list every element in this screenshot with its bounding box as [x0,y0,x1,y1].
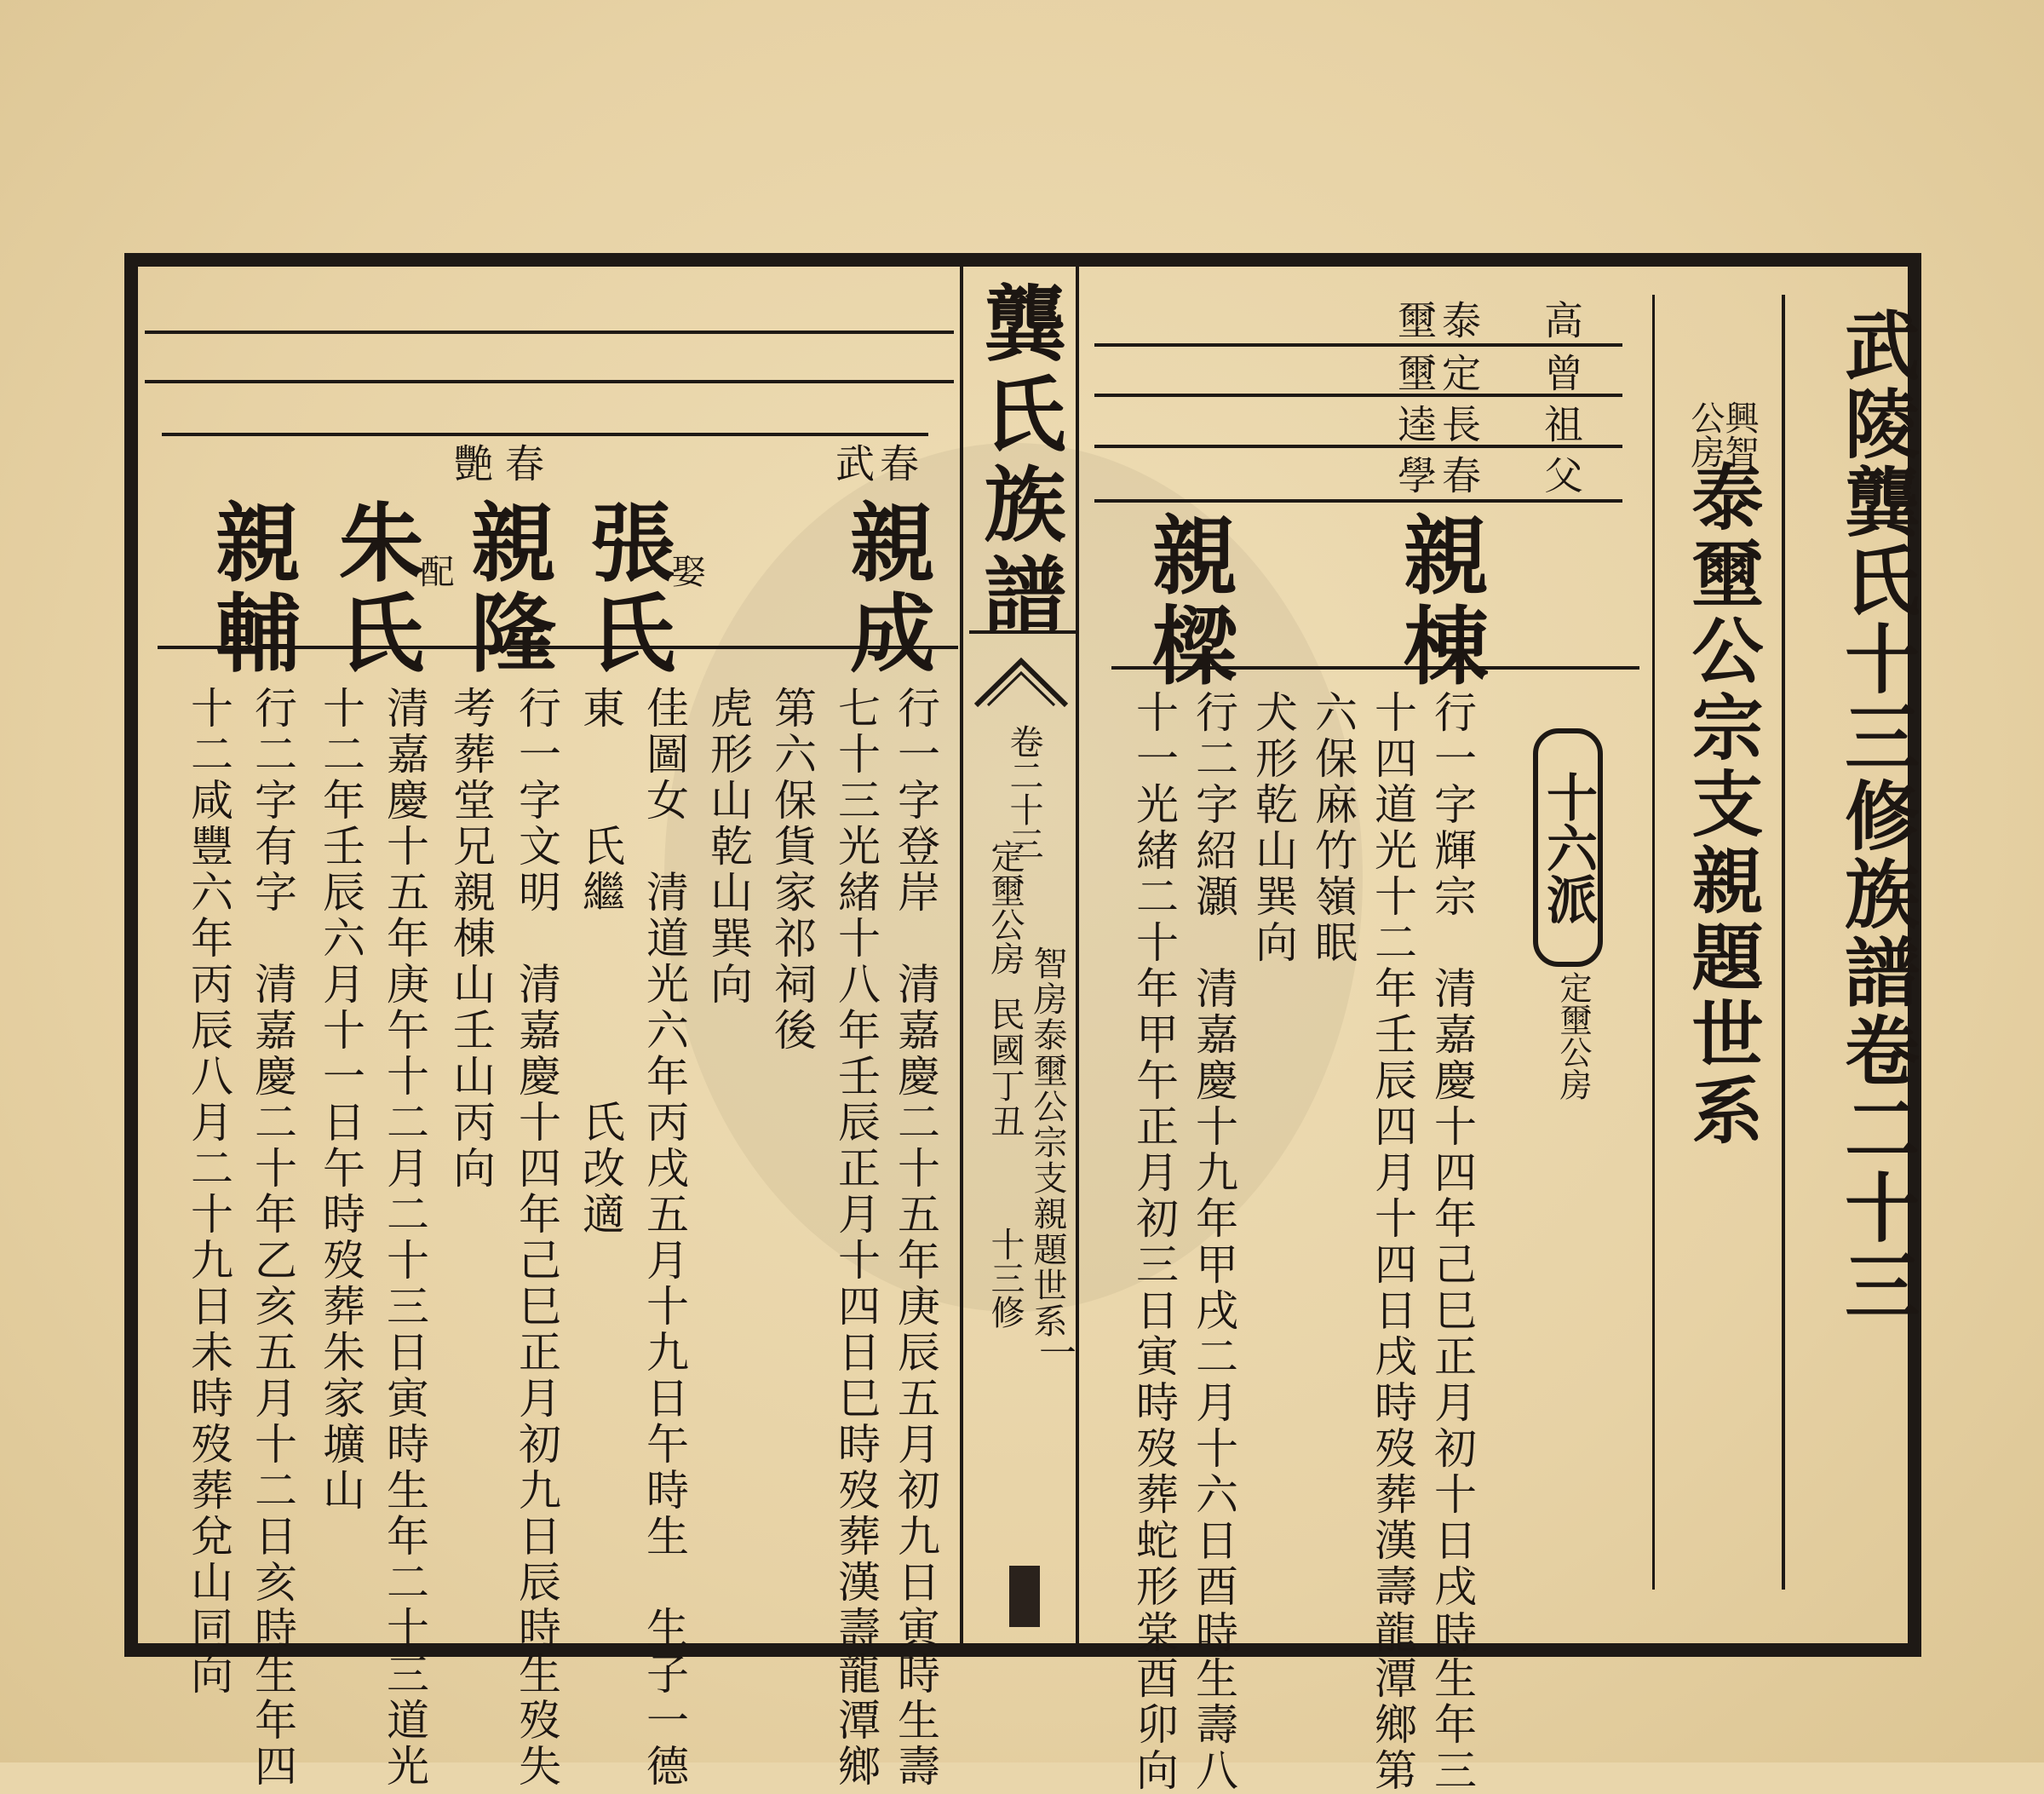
fishtail-mark [974,656,1068,707]
person-name: 親隆 [456,498,557,679]
person-record-line: 行二字紹灝 清嘉慶十九年甲戌二月十六日酉時生壽八 [1189,690,1238,1794]
person-name: 親輔 [201,498,301,679]
ancestor-cell: 定 [1436,353,1482,392]
person-record-line: 考葬堂兄親棟山壬山丙向 [446,686,496,1192]
spine-title: 龔氏族譜 [971,281,1067,642]
ancestor-cell: 學 [1392,455,1438,494]
person-name: 親成 [835,498,936,679]
ancestor-cell: 泰 [1436,300,1482,339]
ancestor-rule-2 [1094,394,1622,397]
person-record-line: 東 氏繼 氏改適 [576,686,625,1238]
ancestor-label: 祖 [1538,404,1584,443]
ancestor-cell: 長 [1436,404,1482,443]
ancestor-cell: 壐 [1392,353,1438,392]
person-name: 朱氏 [324,498,425,679]
marriage-marker: 娶 [666,554,705,588]
left-header-cell: 艷 [448,443,494,482]
ancestor-cell: 逵 [1392,404,1438,443]
generation-badge: 十六派 [1533,728,1603,967]
branch-note-a: 興智 [1720,400,1759,469]
spine-page-number: 一 [1032,1333,1076,1371]
person-record-line: 六保麻竹嶺眠 [1308,690,1358,966]
ancestor-label: 曾 [1538,353,1584,392]
person-name: 張氏 [576,498,676,679]
ancestor-label: 父 [1538,455,1584,494]
person-record-line: 虎形山乾山巽向 [703,686,753,1008]
person-record-line: 佳圖女 清道光六年丙戌五月十九日午時生 生子一德 [640,686,689,1790]
person-record-line: 行一字文明 清嘉慶十四年己巳正月初九日辰時生歿失 [512,686,561,1790]
person-record-line: 行一字輝宗 清嘉慶十四年己巳正月初十日戌時生年三 [1427,690,1477,1794]
left-rule-1 [145,331,954,334]
person-record-line: 十一光緒二十年甲午正月初三日寅時歿葬蛇形棠酉卯向 [1129,690,1179,1794]
person-record-line: 十二咸豐六年丙辰八月二十九日未時歿葬兌山同向 [184,686,233,1698]
left-rule-3 [162,433,928,436]
spine-edition-count: 十三修 [985,1227,1025,1329]
spine-subtitle: 智房泰壐公宗支親題世系 [1028,946,1067,1339]
spine-edition: 民國丁丑 [985,997,1025,1140]
ancestor-label: 高 [1538,300,1584,339]
left-rule-2 [145,380,954,383]
branch-note-b: 公房 [1685,400,1725,469]
person-name: 親樑 [1138,511,1238,692]
ancestor-cell: 壐 [1392,300,1438,339]
spine-fish-tail-block [1009,1566,1040,1627]
spouse-marker: 配 [415,554,454,588]
spine-house: 定壐公房 [985,839,1025,975]
branch-divider [1652,295,1655,1590]
person-record-line: 清嘉慶十五年庚午十二月二十三日寅時生年二十三道光 [380,686,429,1790]
title-divider [1782,295,1785,1590]
book-title: 武陵龔氏十三修族譜卷二十三 [1833,307,1921,1325]
left-header-cell: 武 [830,443,876,482]
ancestor-cell: 春 [1436,455,1482,494]
ancestor-rule-3 [1094,445,1622,448]
person-record-line: 行二字有字 清嘉慶二十年乙亥五月十二日亥時生年四 [248,686,297,1790]
branch-title: 泰壐公宗支親題世系 [1680,460,1765,1150]
spine-volume: 卷二十三 [1004,724,1043,860]
person-record-line: 十四道光十二年壬辰四月十四日戌時歿葬漢壽龍潭鄉第 [1368,690,1417,1794]
person-record-line: 七十三光緒十八年壬辰正月十四日巳時歿葬漢壽龍潭鄉 [831,686,881,1790]
left-header-cell: 春 [499,443,545,482]
ancestor-rule-4 [1094,499,1622,503]
person-record-line: 行一字登岸 清嘉慶二十五年庚辰五月初九日寅時生壽 [891,686,940,1790]
person-record-line: 十二年壬辰六月十一日午時歿葬朱家壙山 [316,686,365,1514]
person-record-line: 第六保貨家祁祠後 [767,686,817,1054]
ancestor-rule-1 [1094,343,1622,347]
generation-house: 定壐公房 [1554,971,1592,1101]
left-header-cell: 春 [874,443,920,482]
person-name: 親棟 [1389,511,1490,692]
person-record-line: 犬形乾山巽向 [1249,690,1298,966]
